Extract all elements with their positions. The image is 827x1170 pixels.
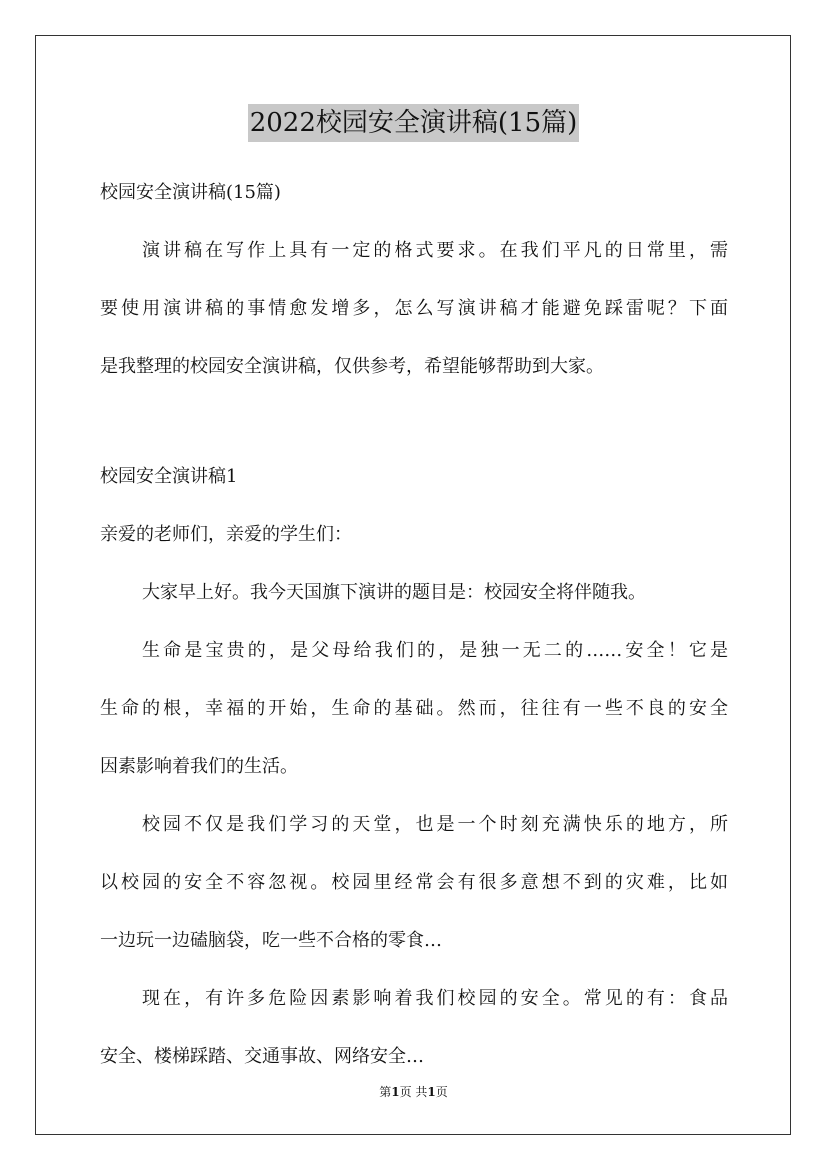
spacer <box>100 496 728 516</box>
page-number: 1 <box>391 1085 400 1099</box>
paragraph-line: 一边玩一边磕脑袋，吃一些不合格的零食… <box>100 930 442 951</box>
document-title: 2022校园安全演讲稿(15篇) <box>248 104 580 142</box>
page-mid: 页 共 <box>399 1085 428 1099</box>
page-total: 1 <box>427 1085 436 1099</box>
section-heading: 校园安全演讲稿1 <box>100 466 238 487</box>
page-footer <box>0 1082 827 1102</box>
spacer <box>100 960 728 980</box>
spacer <box>100 670 728 690</box>
intro-line: 演讲稿在写作上具有一定的格式要求。在我们平凡的日常里，需 <box>142 240 728 261</box>
intro-line: 要使用演讲稿的事情愈发增多，怎么写演讲稿才能避免踩雷呢？下面 <box>100 298 728 319</box>
paragraph-line: 现在，有许多危险因素影响着我们校园的安全。常见的有：食品 <box>142 988 728 1009</box>
spacer <box>100 844 728 864</box>
paragraph-line: 生命是宝贵的，是父母给我们的，是独一无二的……安全！它是 <box>142 640 728 661</box>
spacer <box>100 612 728 632</box>
paragraph-line: 生命的根，幸福的开始，生命的基础。然而，往往有一些不良的安全 <box>100 698 728 719</box>
title-block <box>0 104 827 142</box>
page-suffix: 页 <box>435 1085 448 1099</box>
greeting: 亲爱的老师们，亲爱的学生们： <box>100 524 352 545</box>
spacer <box>100 328 728 348</box>
spacer <box>100 554 728 574</box>
paragraph-line: 因素影响着我们的生活。 <box>100 756 298 777</box>
paragraph-line: 大家早上好。我今天国旗下演讲的题目是：校园安全将伴随我。 <box>142 582 646 603</box>
spacer <box>100 1018 728 1038</box>
spacer <box>100 386 728 458</box>
spacer <box>100 902 728 922</box>
document-subtitle: 校园安全演讲稿(15篇) <box>100 182 281 203</box>
paragraph-line: 以校园的安全不容忽视。校园里经常会有很多意想不到的灾难，比如 <box>100 872 728 893</box>
spacer <box>100 786 728 806</box>
spacer <box>100 270 728 290</box>
document-body <box>100 174 728 1076</box>
spacer <box>100 728 728 748</box>
paragraph-line: 安全、楼梯踩踏、交通事故、网络安全… <box>100 1046 424 1067</box>
spacer <box>100 212 728 232</box>
paragraph-line: 校园不仅是我们学习的天堂，也是一个时刻充满快乐的地方，所 <box>142 814 728 835</box>
page-prefix: 第 <box>379 1085 392 1099</box>
intro-line: 是我整理的校园安全演讲稿，仅供参考，希望能够帮助到大家。 <box>100 356 604 377</box>
